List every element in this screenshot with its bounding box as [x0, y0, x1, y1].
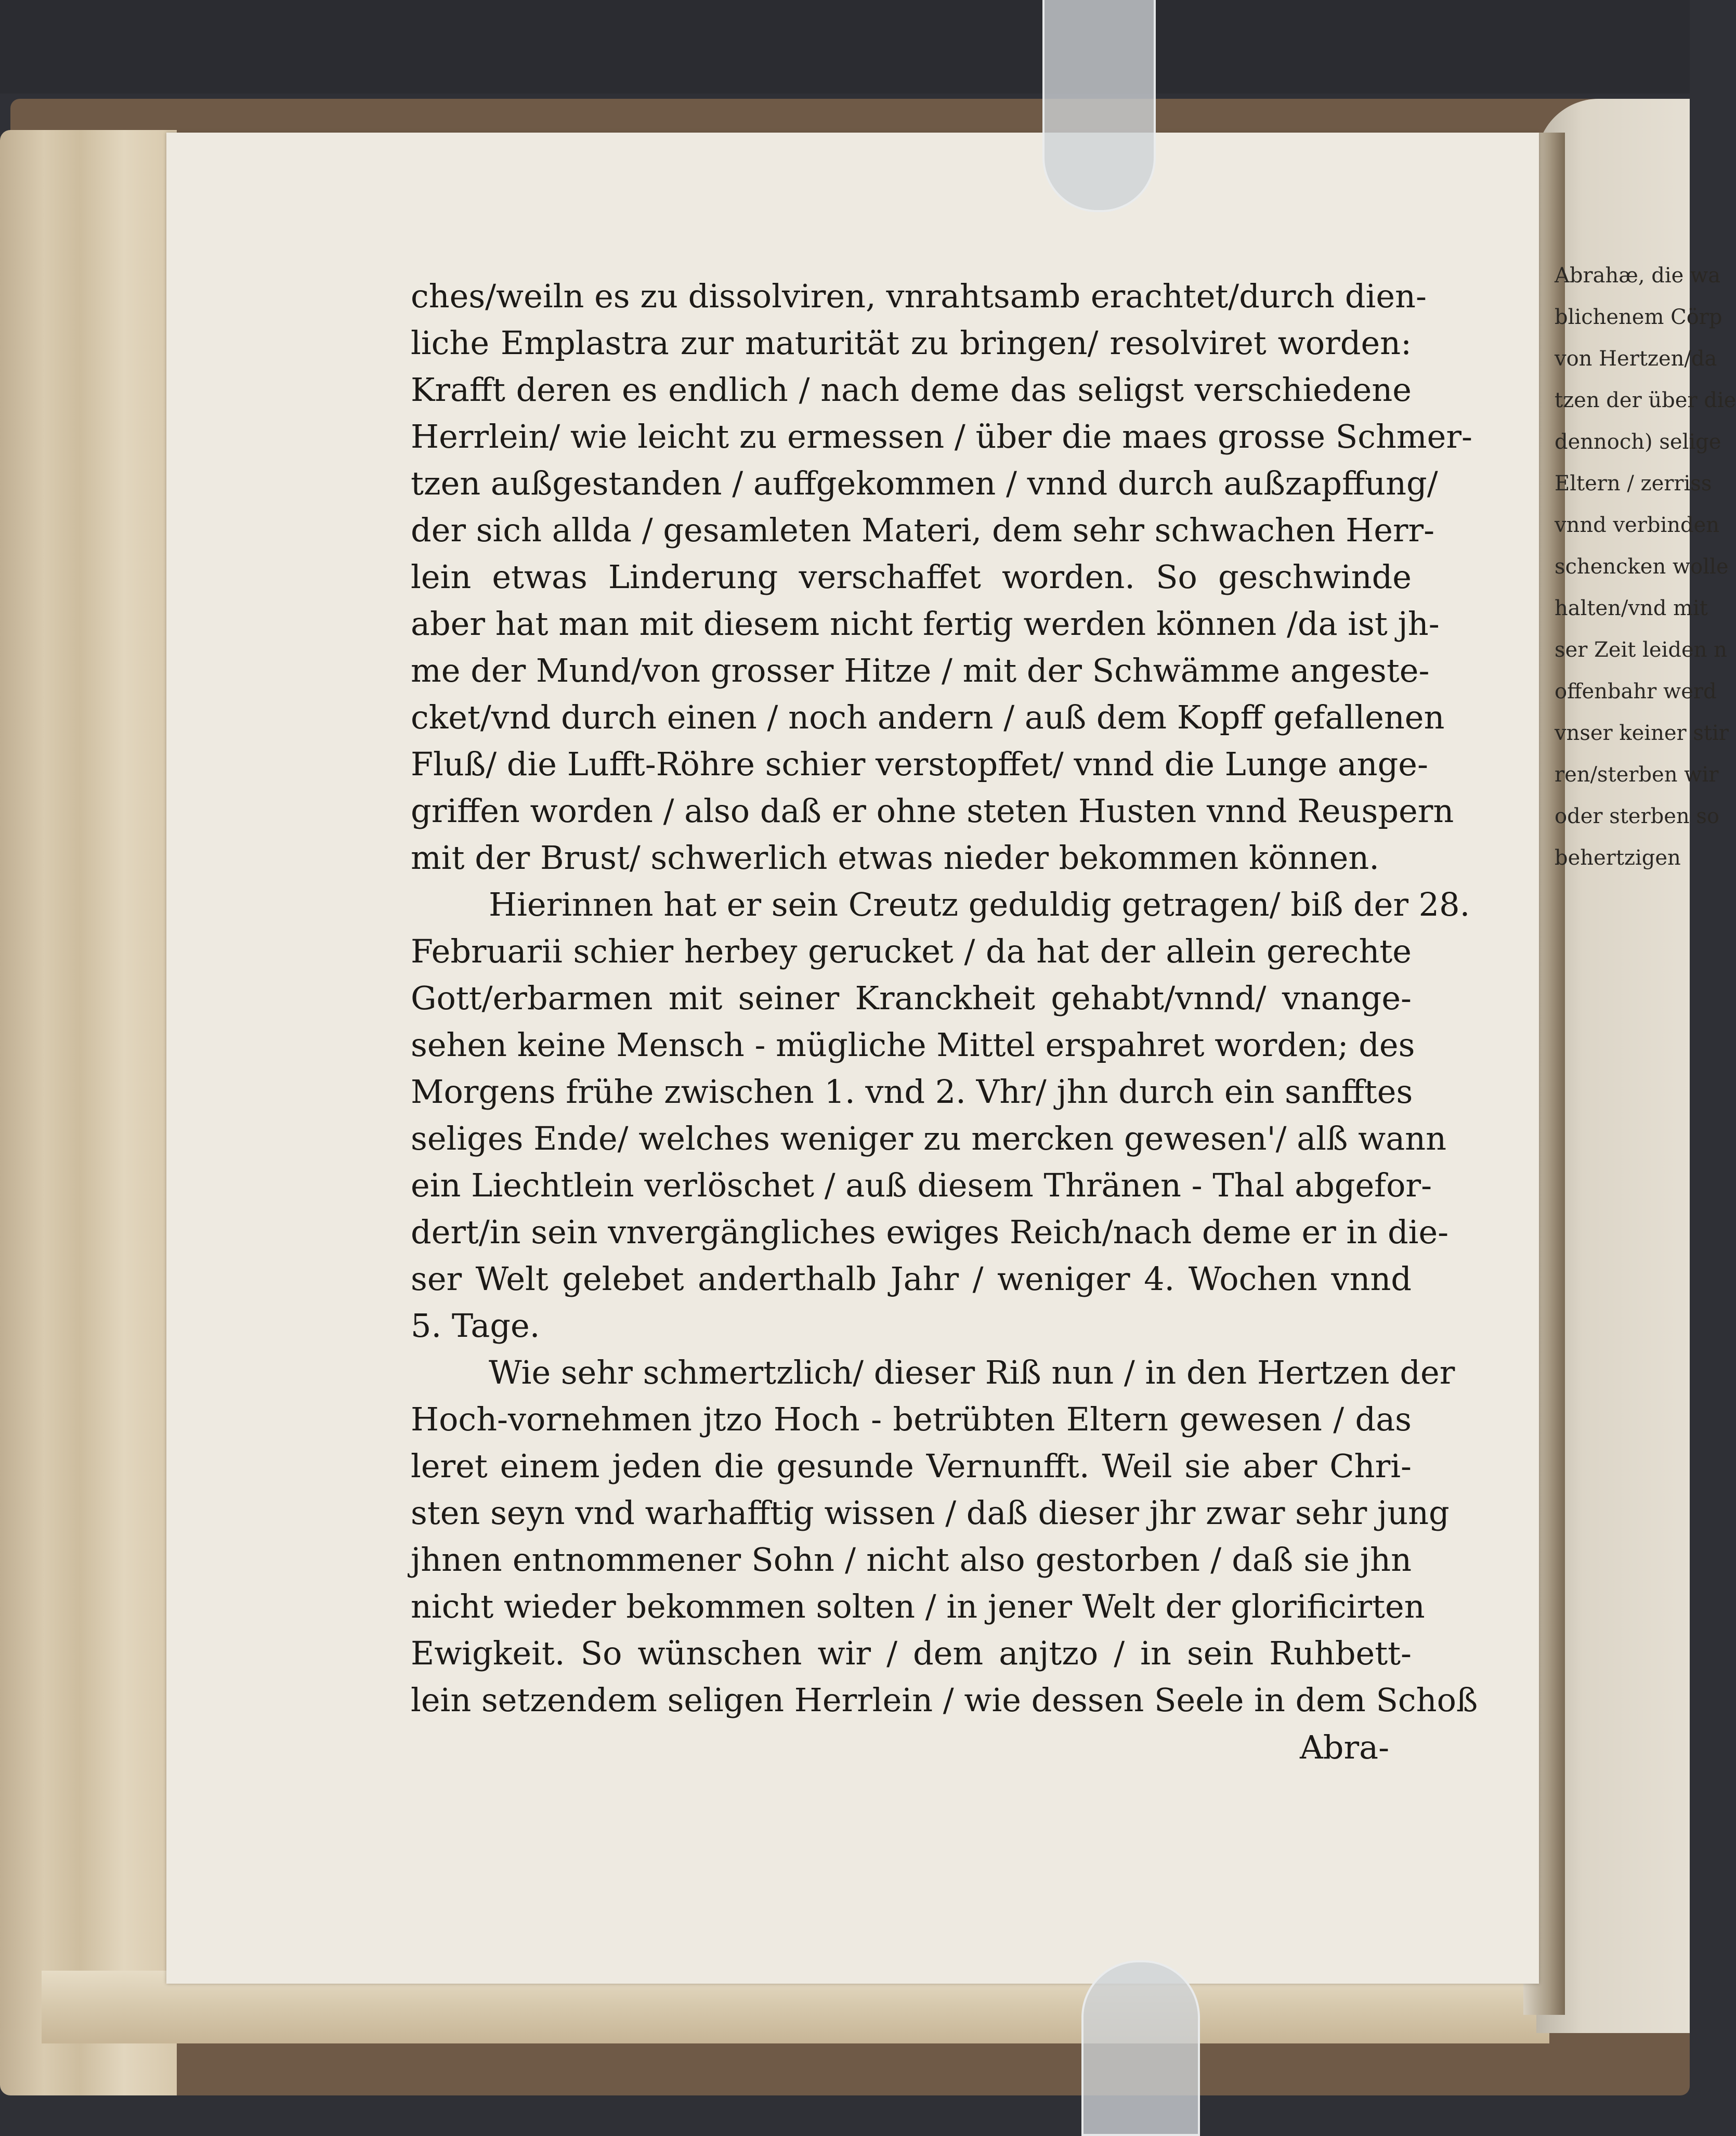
facing-text-line: vnnd verbinden [1555, 513, 1720, 537]
text-line: 5. Tage. [411, 1307, 540, 1345]
text-line: ser Welt gelebet anderthalb Jahr / weniger 4. Wochen vnnd [411, 1260, 1412, 1298]
text-line: Gott/erbarmen mit seiner Kranckheit gehabt/vnnd/ vnange- [411, 979, 1412, 1017]
text-line: seliges Ende/ welches weniger zu mercken gewesen'/ alß wann [411, 1119, 1447, 1157]
page-stack-left [0, 130, 177, 2095]
text-line: sten seyn vnd warhafftig wissen / daß dieser jhr zwar sehr jung [411, 1494, 1450, 1532]
facing-text-line: Eltern / zerriss [1555, 472, 1712, 496]
facing-text-line: offenbahr werd [1555, 680, 1717, 704]
facing-text-line: blichenem Cörp [1555, 305, 1722, 329]
page-clip-bottom [1081, 1960, 1200, 2136]
text-line: griffen worden / also daß er ohne steten Husten vnnd Reuspern [411, 792, 1454, 830]
text-line: ches/weiln es zu dissolviren, vnrahtsamb erachtet/durch dien- [411, 277, 1427, 315]
facing-text-line: dennoch) selige [1555, 430, 1721, 454]
facing-text-line: behertzigen [1555, 846, 1681, 870]
text-line: Fluß/ die Lufft-Röhre schier verstopffet/ vnnd die Lunge ange- [411, 745, 1428, 783]
text-line: jhnen entnommener Sohn / nicht also gestorben / daß sie jhn [411, 1541, 1412, 1579]
page-clip-top [1042, 0, 1156, 212]
facing-text-line: schencken wolle [1555, 555, 1729, 579]
text-line: leret einem jeden die gesunde Vernunfft. Weil sie aber Chri- [411, 1447, 1412, 1485]
text-line: der sich allda / gesamleten Materi, dem sehr schwachen Herr- [411, 511, 1435, 549]
facing-text-line: ser Zeit leiden n [1555, 638, 1727, 662]
catchword: Abra- [1300, 1728, 1390, 1766]
text-line: Ewigkeit. So wünschen wir / dem anjtzo / in sein Ruhbett- [411, 1634, 1412, 1672]
facing-text-line: halten/vnd mit [1555, 596, 1708, 620]
text-line: Wie sehr schmertzlich/ dieser Riß nun / in den Hertzen der [489, 1353, 1455, 1391]
text-line: dert/in sein vnvergängliches ewiges Reich/nach deme er in die- [411, 1213, 1449, 1251]
text-line: Krafft deren es endlich / nach deme das seligst verschiedene [411, 371, 1412, 409]
text-line: me der Mund/von grosser Hitze / mit der Schwämme angeste- [411, 652, 1430, 689]
text-line: cket/vnd durch einen / noch andern / auß dem Kopff gefallenen [411, 698, 1445, 736]
facing-text-line: tzen der über die [1555, 388, 1736, 412]
text-line: lein etwas Linderung verschaffet worden. So geschwinde [411, 558, 1412, 596]
text-line: mit der Brust/ schwerlich etwas nieder bekommen können. [411, 839, 1379, 877]
text-line: Morgens frühe zwischen 1. vnd 2. Vhr/ jhn durch ein sanfftes [411, 1073, 1413, 1111]
text-line: Hoch-vornehmen jtzo Hoch - betrübten Eltern gewesen / das [411, 1400, 1412, 1438]
facing-text-line: oder sterben so [1555, 804, 1719, 828]
text-line: aber hat man mit diesem nicht fertig werden können /da ist jh- [411, 605, 1440, 643]
facing-text-line: Abrahæ, die wa [1555, 264, 1721, 288]
facing-page-text [1555, 255, 1736, 879]
page-text [411, 273, 1478, 1724]
text-line: nicht wieder bekommen solten / in jener Welt der glorificirten [411, 1587, 1425, 1625]
text-line: Herrlein/ wie leicht zu ermessen / über die maes grosse Schmer- [411, 418, 1472, 455]
text-line: tzen außgestanden / auffgekommen / vnnd durch außzapffung/ [411, 464, 1438, 502]
text-line: sehen keine Mensch - mügliche Mittel erspahret worden; des [411, 1026, 1415, 1064]
facing-text-line: vnser keiner stir [1555, 721, 1729, 745]
text-line: Hierinnen hat er sein Creutz geduldig getragen/ biß der 28. [489, 885, 1470, 923]
text-line: liche Emplastra zur maturität zu bringen/ resolviret worden: [411, 324, 1412, 362]
facing-text-line: ren/sterben wir [1555, 763, 1719, 787]
text-line: lein setzendem seligen Herrlein / wie dessen Seele in dem Schoß [411, 1681, 1478, 1719]
text-line: ein Liechtlein verlöschet / auß diesem Thränen - Thal abgefor- [411, 1166, 1432, 1204]
scan-background [0, 0, 1690, 94]
text-line: Februarii schier herbey gerucket / da hat der allein gerechte [411, 932, 1412, 970]
facing-text-line: von Hertzen/da [1555, 347, 1717, 371]
